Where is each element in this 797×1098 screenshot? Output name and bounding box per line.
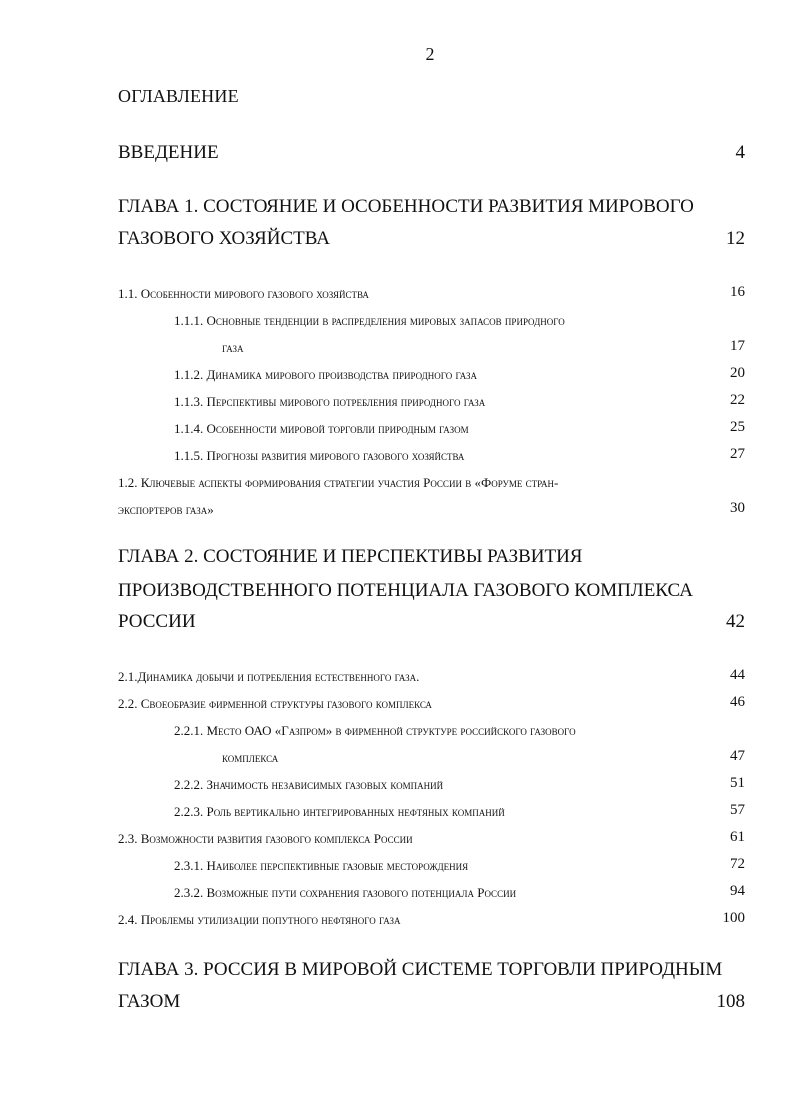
toc-entry-page: 22: [730, 392, 745, 408]
toc-title: ОГЛАВЛЕНИЕ: [118, 86, 239, 106]
toc-entry-text: 2.4. Проблемы утилизации попутного нефтяного газа: [118, 912, 401, 927]
toc-entry-text: ГЛАВА 1. СОСТОЯНИЕ И ОСОБЕННОСТИ РАЗВИТИЯ МИРОВОГО: [118, 196, 694, 217]
toc-entry-text: 1.1.1. Основные тенденции в распределения мировых запасов природного: [174, 313, 565, 328]
toc-entry-page: 42: [726, 611, 745, 632]
toc-entry-page: 100: [722, 910, 745, 926]
toc-entry-text: 1.1.2. Динамика мирового производства природного газа: [174, 367, 478, 382]
toc-entry-page: 4: [735, 142, 745, 163]
toc-entry-text: 2.2.3. Роль вертикально интегрированных нефтяных компаний: [174, 804, 505, 819]
toc-entry-text: 1.2. Ключевые аспекты формирования стратегии участия России в «Форуме стран-: [118, 475, 559, 490]
toc-entry-page: 72: [730, 856, 745, 872]
toc-entry-page: 16: [730, 284, 745, 300]
toc-entry-text: РОССИИ: [118, 611, 196, 632]
toc-entry-text: 2.3. Возможности развития газового комплекса России: [118, 831, 413, 846]
toc-entry-text: экспортеров газа»: [118, 502, 214, 517]
toc-entry-page: 20: [730, 365, 745, 381]
toc-entry-page: 12: [726, 228, 745, 249]
toc-entry-page: 44: [730, 667, 745, 683]
toc-entry-page: 94: [730, 883, 745, 899]
toc-entry-text: газа: [222, 340, 244, 355]
toc-entry-text: ПРОИЗВОДСТВЕННОГО ПОТЕНЦИАЛА ГАЗОВОГО КОМПЛЕКСА: [118, 580, 693, 601]
toc-entry-text: 1.1. Особенности мирового газового хозяйства: [118, 286, 369, 301]
page-number: 2: [425, 44, 435, 64]
toc-entry-page: 51: [730, 775, 745, 791]
toc-entry-page: 17: [730, 338, 745, 354]
toc-entry-text: ВВЕДЕНИЕ: [118, 142, 219, 163]
toc-entry-text: ГАЗОМ: [118, 991, 181, 1012]
toc-entry-text: 2.3.2. Возможные пути сохранения газового потенциала России: [174, 885, 517, 900]
toc-entry-text: 2.2. Своеобразие фирменной структуры газового комплекса: [118, 696, 432, 711]
toc-entry-page: 30: [730, 500, 745, 516]
toc-entry-text: 2.2.2. Значимость независимых газовых компаний: [174, 777, 444, 792]
toc-entry-page: 46: [730, 694, 745, 710]
toc-entry-text: ГЛАВА 2. СОСТОЯНИЕ И ПЕРСПЕКТИВЫ РАЗВИТИЯ: [118, 546, 583, 567]
toc-entry-page: 57: [730, 802, 745, 818]
toc-entry-page: 61: [730, 829, 745, 845]
toc-entry-page: 27: [730, 446, 745, 462]
toc-entry-text: 1.1.4. Особенности мировой торговли природным газом: [174, 421, 469, 436]
toc-entry-text: 2.1.Динамика добычи и потребления естественного газа.: [118, 669, 420, 684]
toc-entry-text: 1.1.5. Прогнозы развития мирового газового хозяйства: [174, 448, 465, 463]
toc-entry-text: 2.3.1. Наиболее перспективные газовые месторождения: [174, 858, 469, 873]
toc-entry-text: ГАЗОВОГО ХОЗЯЙСТВА: [118, 228, 330, 249]
toc-entry-text: ГЛАВА 3. РОССИЯ В МИРОВОЙ СИСТЕМЕ ТОРГОВЛИ ПРИРОДНЫМ: [118, 959, 723, 980]
toc-entry-page: 47: [730, 748, 745, 764]
toc-entry-text: комплекса: [222, 750, 279, 765]
toc-entry-text: 1.1.3. Перспективы мирового потребления природного газа: [174, 394, 486, 409]
toc-entry-text: 2.2.1. Место ОАО «Газпром» в фирменной структуре российского газового: [174, 723, 576, 738]
toc-entry-page: 108: [716, 991, 745, 1012]
toc-entry-page: 25: [730, 419, 745, 435]
